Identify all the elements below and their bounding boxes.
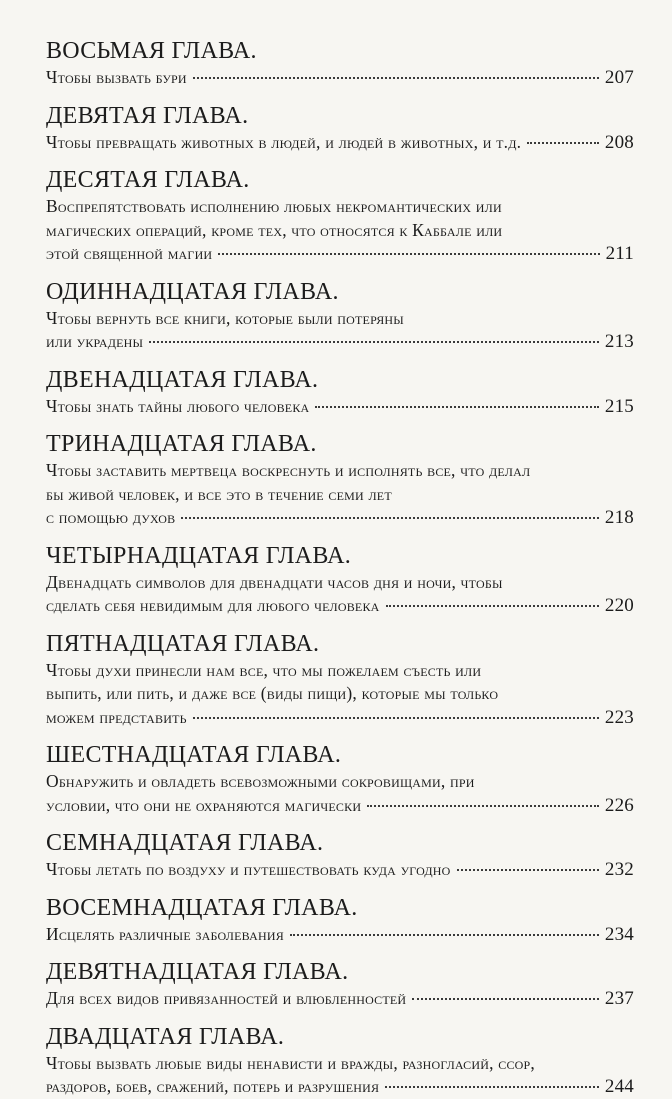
- chapter-description: [46, 770, 634, 817]
- description-last-line: Чтобы вызвать бури: [46, 67, 187, 87]
- description-line: Воспрепятствовать исполнению любых некромантических или: [46, 196, 502, 216]
- description-last-line: Для всех видов привязанностей и влюбленностей: [46, 988, 407, 1008]
- chapter-description: [46, 1052, 634, 1099]
- dot-leader: [193, 77, 599, 79]
- table-of-contents: [46, 38, 634, 1099]
- description-line: Двенадцать символов для двенадцати часов дня и ночи, чтобы: [46, 571, 503, 592]
- description-last-line: Чтобы знать тайны любого человека: [46, 395, 310, 416]
- chapter-title: СЕМНАДЦАТАЯ ГЛАВА.: [46, 830, 324, 856]
- toc-line-with-page: [46, 242, 634, 266]
- page-number: 215: [604, 395, 634, 417]
- dot-leader: [290, 934, 599, 936]
- page-number: 208: [604, 131, 634, 153]
- description-last-line: Чтобы летать по воздуху и путешествовать куда угодно: [46, 859, 451, 879]
- description-last-line: Исцелять различные заболевания: [46, 923, 284, 944]
- description-line: выпить, или пить, и даже все (виды пищи), которые мы только: [46, 683, 499, 703]
- description-line: Обнаружить и овладеть всевозможными сокровищами, при: [46, 771, 475, 791]
- dot-leader: [527, 142, 599, 144]
- chapter-description: [46, 571, 634, 618]
- chapter-description: [46, 858, 634, 882]
- page-number: 207: [604, 67, 634, 88]
- page-number: 211: [605, 243, 634, 264]
- toc-line-with-page: [46, 858, 634, 882]
- dot-leader: [457, 869, 599, 871]
- toc-line-with-page: [46, 794, 634, 818]
- chapter-description: [46, 307, 634, 354]
- description-line: Чтобы заставить мертвеца воскреснуть и исполнять все, что делал: [46, 460, 531, 480]
- toc-entry: [46, 103, 634, 155]
- toc-entry: [46, 38, 634, 90]
- chapter-description: [46, 659, 634, 730]
- chapter-title: ДВЕНАДЦАТАЯ ГЛАВА.: [46, 366, 319, 393]
- page-number: 220: [604, 595, 634, 616]
- page-number: 234: [604, 923, 634, 945]
- dot-leader: [315, 406, 598, 408]
- page-number: 232: [604, 859, 634, 880]
- chapter-title: ТРИНАДЦАТАЯ ГЛАВА.: [46, 431, 317, 457]
- chapter-description: [46, 987, 634, 1011]
- toc-line-with-page: [46, 395, 634, 419]
- chapter-description: [46, 923, 634, 947]
- toc-line-with-page: [46, 987, 634, 1011]
- description-last-line: Чтобы превращать животных в людей, и людей в животных, и т.д.: [46, 131, 522, 152]
- chapter-title: ДЕВЯТНАДЦАТАЯ ГЛАВА.: [46, 959, 349, 985]
- toc-line-with-page: [46, 1075, 634, 1099]
- toc-line-with-page: [46, 594, 634, 618]
- description-last-line: или украдены: [46, 331, 144, 351]
- description-last-line: с помощью духов: [46, 507, 176, 527]
- toc-entry: [46, 543, 634, 618]
- description-line: Чтобы духи принесли нам все, что мы пожелаем съесть или: [46, 659, 482, 680]
- chapter-title: ЧЕТЫРНАДЦАТАЯ ГЛАВА.: [46, 542, 352, 569]
- description-line: магических операций, кроме тех, что относятся к Каббале или: [46, 219, 503, 240]
- page-number: 223: [604, 706, 634, 728]
- toc-line-with-page: [46, 131, 634, 155]
- chapter-description: [46, 195, 634, 266]
- chapter-description: [46, 66, 634, 90]
- description-last-line: можем представить: [46, 706, 187, 727]
- dot-leader: [149, 341, 599, 343]
- toc-entry: [46, 167, 634, 266]
- chapter-title: ОДИННАДЦАТАЯ ГЛАВА.: [46, 278, 339, 305]
- toc-entry: [46, 279, 634, 354]
- toc-line-with-page: [46, 706, 634, 730]
- chapter-title: ДЕСЯТАЯ ГЛАВА.: [46, 167, 250, 193]
- description-line: Чтобы вернуть все книги, которые были потеряны: [46, 307, 404, 328]
- chapter-description: [46, 459, 634, 530]
- chapter-title: ДЕВЯТАЯ ГЛАВА.: [46, 102, 249, 129]
- chapter-title: ПЯТНАДЦАТАЯ ГЛАВА.: [46, 630, 320, 657]
- toc-entry: [46, 742, 634, 817]
- dot-leader: [367, 805, 599, 807]
- dot-leader: [386, 605, 599, 607]
- dot-leader: [193, 717, 599, 719]
- toc-line-with-page: [46, 923, 634, 947]
- description-last-line: условии, что они не охраняются магически: [46, 794, 362, 815]
- description-line: бы живой человек, и все это в течение семи лет: [46, 483, 392, 504]
- toc-line-with-page: [46, 66, 634, 90]
- toc-entry: [46, 431, 634, 530]
- page-number: 213: [604, 331, 634, 352]
- toc-entry: [46, 830, 634, 882]
- description-line: Чтобы вызвать любые виды ненависти и вражды, разногласий, ссор,: [46, 1052, 535, 1073]
- dot-leader: [181, 517, 599, 519]
- chapter-description: [46, 395, 634, 419]
- toc-entry: [46, 631, 634, 730]
- toc-line-with-page: [46, 330, 634, 354]
- dot-leader: [385, 1086, 599, 1088]
- description-last-line: сделать себя невидимым для любого человека: [46, 595, 380, 615]
- toc-entry: [46, 895, 634, 947]
- page-number: 218: [604, 507, 634, 528]
- toc-entry: [46, 959, 634, 1011]
- page-number: 237: [604, 988, 634, 1009]
- toc-entry: [46, 1024, 634, 1099]
- chapter-title: ДВАДЦАТАЯ ГЛАВА.: [46, 1023, 285, 1050]
- page-number: 244: [604, 1076, 634, 1097]
- chapter-description: [46, 131, 634, 155]
- toc-entry: [46, 367, 634, 419]
- chapter-title: ВОСЬМАЯ ГЛАВА.: [46, 38, 257, 64]
- toc-line-with-page: [46, 506, 634, 530]
- dot-leader: [218, 253, 599, 255]
- description-last-line: этой священной магии: [46, 243, 213, 263]
- chapter-title: ВОСЕМНАДЦАТАЯ ГЛАВА.: [46, 894, 358, 921]
- description-last-line: раздоров, боев, сражений, потерь и разрушения: [46, 1076, 380, 1096]
- chapter-title: ШЕСТНАДЦАТАЯ ГЛАВА.: [46, 742, 342, 768]
- page-number: 226: [604, 794, 634, 816]
